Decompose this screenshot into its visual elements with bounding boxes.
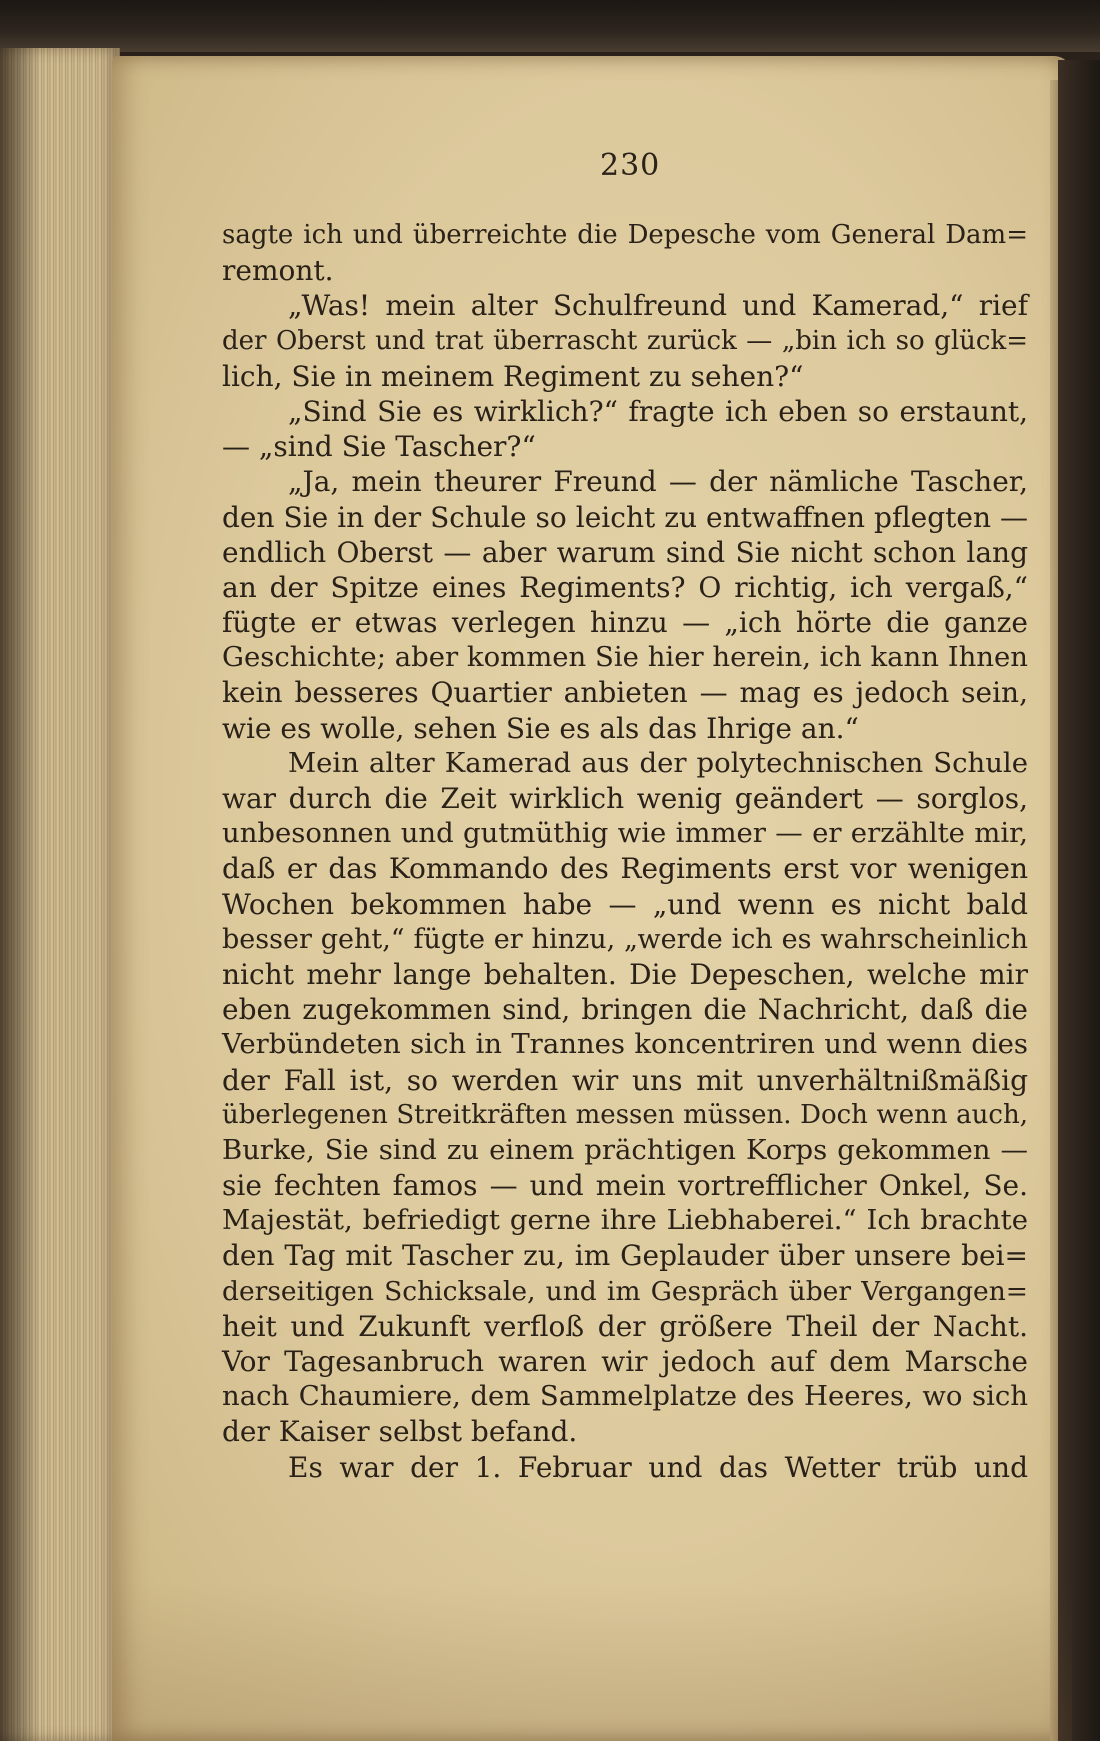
text-line: der Oberst und trat überrascht zurück — „bin ich so glück= [222,325,1028,356]
text-line: den Tag mit Tascher zu, im Geplauder über unsere bei= [222,1239,1028,1273]
text-line: überlegenen Streitkräften messen müssen. Doch wenn auch, [222,1099,1028,1130]
text-line: eben zugekommen sind, bringen die Nachricht, daß die [222,993,1028,1027]
text-line: „Sind Sie es wirklich?“ fragte ich eben so erstaunt, [288,394,1028,428]
book-right-edge [1058,60,1100,1741]
text-line: Vor Tagesanbruch waren wir jedoch auf dem Marsche [222,1345,1028,1378]
text-line: besser geht,“ fügte er hinzu, „werde ich es wahrscheinlich [222,923,1028,955]
text-line: Geschichte; aber kommen Sie hier herein, ich kann Ihnen [222,641,1028,674]
book-top-edge [0,0,1100,52]
text-line: „Ja, mein theurer Freund — der nämliche Tascher, [288,465,1028,499]
text-line: sie fechten famos — und mein vortrefflicher Onkel, Se. [222,1169,1028,1203]
text-line: fügte er etwas verlegen hinzu — „ich hörte die ganze [222,606,1028,640]
text-line: nicht mehr lange behalten. Die Depeschen, welche mir [222,957,1028,991]
page-text [222,218,1028,1485]
text-line: sagte ich und überreichte die Depesche vom General Dam= [222,220,1028,250]
text-line: Majestät, befriedigt gerne ihre Liebhaberei.“ Ich brachte [222,1204,1028,1237]
text-line: Wochen bekommen habe — „und wenn es nicht bald [222,887,1028,921]
text-line: Burke, Sie sind zu einem prächtigen Korps gekommen — [222,1133,1028,1166]
text-line: der Fall ist, so werden wir uns mit unverhältnißmäßig [222,1063,1028,1097]
text-line: Verbündeten sich in Trannes koncentriren und wenn dies [222,1028,1028,1061]
text-line: war durch die Zeit wirklich wenig geändert — sorglos, [222,782,1028,815]
text-line: Mein alter Kamerad aus der polytechnischen Schule [288,746,1028,779]
text-line: wie es wolle, sehen Sie es als das Ihrige an.“ [222,711,859,745]
text-line: daß er das Kommando des Regiments erst vor wenigen [222,852,1028,886]
text-line: heit und Zukunft verfloß der größere Theil der Nacht. [222,1309,1028,1343]
text-line: — „sind Sie Tascher?“ [222,430,536,464]
text-line: unbesonnen und gutmüthig wie immer — er erzählte mir, [222,817,1028,850]
text-line: nach Chaumiere, dem Sammelplatze des Heeres, wo sich [222,1380,1028,1413]
text-line: endlich Oberst — aber warum sind Sie nicht schon lang [222,535,1028,569]
page-foot-shade [112,1581,1072,1741]
text-line: „Was! mein alter Schulfreund und Kamerad,“ rief [288,289,1028,323]
text-line: derseitigen Schicksale, und im Gespräch über Vergangen= [222,1275,1028,1307]
text-line: Es war der 1. Februar und das Wetter trüb und [288,1450,1028,1484]
text-line: an der Spitze eines Regiments? O richtig, ich vergaß,“ [222,570,1028,604]
text-line: remont. [222,254,334,288]
text-line: kein besseres Quartier anbieten — mag es jedoch sein, [222,676,1028,710]
page-number: 230 [600,148,661,183]
text-line: den Sie in der Schule so leicht zu entwaffnen pflegten — [222,500,1028,534]
text-line: lich, Sie in meinem Regiment zu sehen?“ [222,359,804,393]
text-line: der Kaiser selbst befand. [222,1415,578,1449]
page-stack-shadow [0,48,40,1741]
